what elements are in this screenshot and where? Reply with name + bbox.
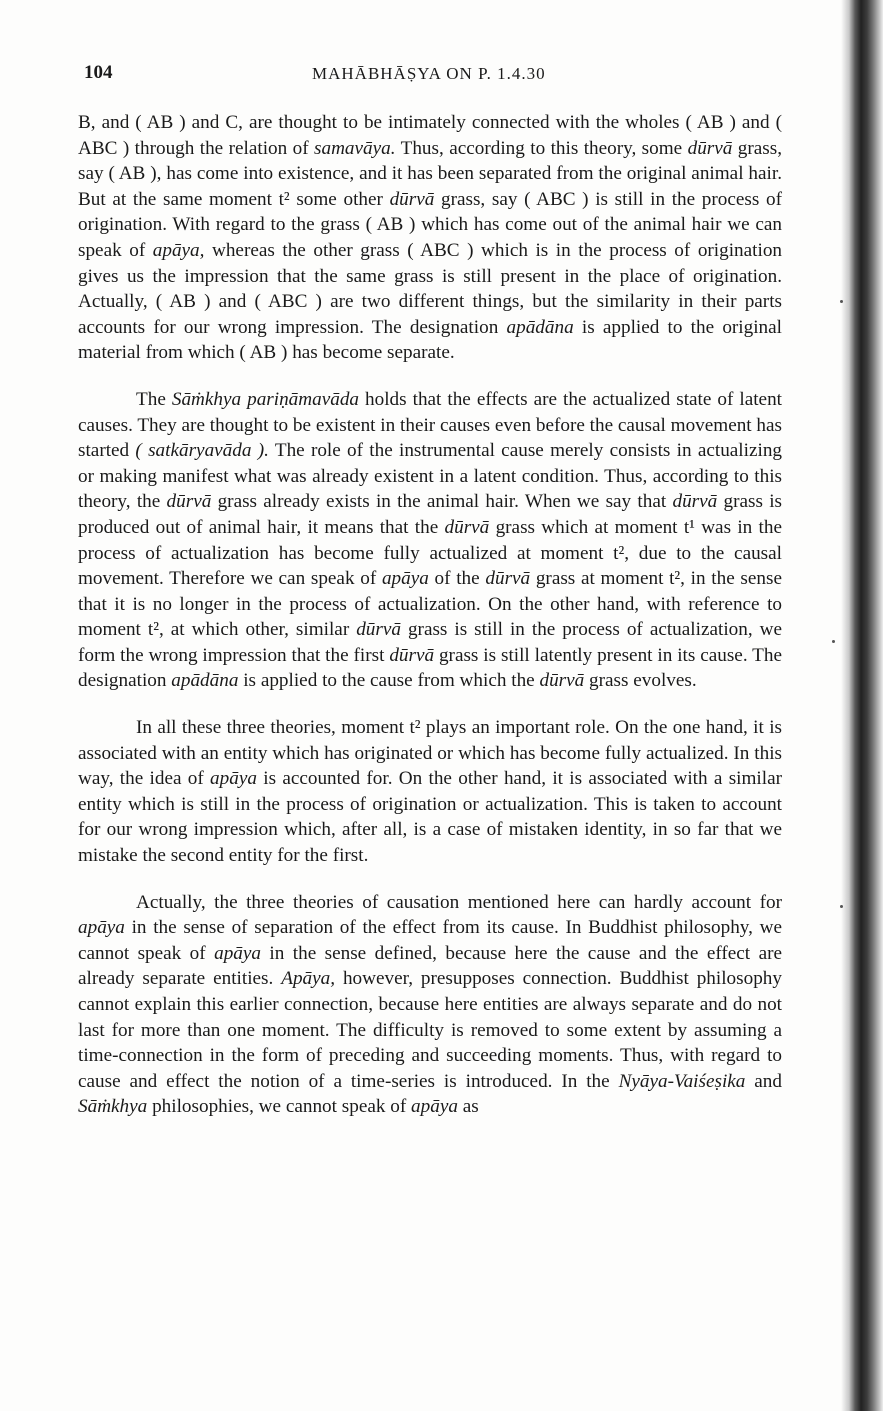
text-run: The role of the instrumental cause merely consists in actualizing or making manifest what was already existent in a latent condition. Thus, according to this theory, the xyxy=(78,440,783,513)
text-run: and xyxy=(745,1070,782,1092)
italic-term: apāya xyxy=(411,1096,458,1118)
text-run: B, and ( AB ) and C, are thought to be intimately connected with the wholes ( AB ) and ( ABC ) through the relation of xyxy=(78,112,782,159)
italic-term: Sāṁkhya xyxy=(78,1096,148,1118)
text-run: holds that the effects are the actualized state of latent causes. They are thought to be existent in their causes even before the causal movement has started xyxy=(78,388,783,462)
text-run: grass which at moment t¹ was in the process of actualization has become fully actualized at moment t², due to the causal movement. Therefore we can speak of xyxy=(78,516,782,590)
page-header xyxy=(84,62,764,92)
text-run: grass at moment t², in the sense that it is no longer in the process of actualization. On the other hand, with reference to moment t², at which other, similar xyxy=(78,568,782,641)
text-run: grass, say ( ABC ) is still in the process of origination. With regard to the grass ( AB ) which has come out of the animal hair we can speak of xyxy=(78,188,782,261)
italic-term: dūrvā xyxy=(539,670,585,692)
italic-term: dūrvā xyxy=(672,491,718,513)
italic-term: apādāna xyxy=(171,670,239,692)
text-run: whereas the other grass ( ABC ) which is in the process of origination gives us the impression that the same grass is still present in the place of origination. Actually, ( AB ) and ( ABC ) are two different things, but the similarity in their parts accounts for our wrong impression. The designation xyxy=(78,239,783,338)
scan-speck xyxy=(840,905,843,908)
text-run: grass evolves. xyxy=(584,670,697,692)
text-run: grass is still latently present in its cause. The designation xyxy=(78,644,782,692)
italic-term: apāya, xyxy=(152,239,205,261)
italic-term: apāya xyxy=(78,917,125,939)
text-run: grass is still in the process of actualization, we form the wrong impression that the first xyxy=(78,619,782,666)
italic-term: apāya xyxy=(210,768,257,790)
paragraph xyxy=(78,890,782,1120)
text-run: however, presupposes connection. Buddhist philosophy cannot explain this earlier connection, because here entities are always separate and do not last for more than one moment. The difficulty is removed to some extent by assuming a time-connection in the form of preceding and succeeding moments. Thus, with regard to cause and effect the notion of a time-series is introduced. In the xyxy=(78,968,782,1092)
italic-term: dūrvā xyxy=(389,188,435,210)
italic-term: apāya xyxy=(381,568,429,590)
italic-term: dūrvā xyxy=(687,137,733,159)
scan-speck xyxy=(840,300,843,303)
text-run: In all these three theories, moment t² plays an important role. On the one hand, it is associated with an entity which has originated or which has become fully actualized. In this way, the idea of xyxy=(78,717,782,790)
scan-gutter xyxy=(841,0,883,1411)
italic-term: dūrvā xyxy=(444,516,490,538)
text-run: Actually, the three theories of causation mentioned here can hardly account for xyxy=(136,891,782,913)
running-head: MAHĀBHĀṢYA ON P. 1.4.30 xyxy=(312,64,546,83)
text-run: The xyxy=(136,388,172,410)
text-run: grass is produced out of animal hair, it means that the xyxy=(78,491,783,538)
text-run: in the sense of separation of the effect from its cause. In Buddhist philosophy, we cannot speak of xyxy=(78,917,782,964)
text-run: grass already exists in the animal hair. When we say that xyxy=(211,491,673,513)
page-number: 104 xyxy=(84,62,113,83)
text-run: is accounted for. On the other hand, it is associated with a similar entity which is still in the process of origination or actualization. This is taken to account for our wrong impression which, after all, is a case of mistaken identity, in so far that we mistake the second entity for the first. xyxy=(78,768,782,867)
italic-term: Nyāya-Vaiśeṣika xyxy=(618,1070,746,1092)
italic-term: Apāya, xyxy=(281,968,336,990)
text-run: Thus, according to this theory, some xyxy=(395,137,688,159)
italic-term: apāya xyxy=(214,942,261,964)
body-text xyxy=(78,110,782,1120)
italic-term: ( satkāryavāda ). xyxy=(135,440,269,462)
italic-term: dūrvā xyxy=(485,568,531,590)
text-run: grass, say ( AB ), has come into existence, and it has been separated from the original animal hair. But at the same moment t² some other xyxy=(78,137,782,210)
text-run: of the xyxy=(428,568,486,590)
scan-speck xyxy=(832,640,835,643)
paragraph xyxy=(78,387,782,694)
text-run: is applied to the original material from which ( AB ) has become separate. xyxy=(78,316,782,364)
text-run: as xyxy=(457,1096,479,1118)
text-run: in the sense defined, because here the cause and the effect are already separate entities. xyxy=(78,942,782,990)
italic-term: apādāna xyxy=(506,316,574,338)
text-run: is applied to the cause from which the xyxy=(238,670,540,692)
paragraph xyxy=(78,110,782,366)
italic-term: Sāṁkhya pariṇāmavāda xyxy=(171,388,360,410)
italic-term: dūrvā xyxy=(389,644,435,666)
italic-term: dūrvā xyxy=(166,491,212,513)
text-run: philosophies, we cannot speak of xyxy=(147,1096,412,1118)
paragraph xyxy=(78,715,782,869)
italic-term: dūrvā xyxy=(356,619,401,641)
italic-term: samavāya. xyxy=(314,137,396,159)
